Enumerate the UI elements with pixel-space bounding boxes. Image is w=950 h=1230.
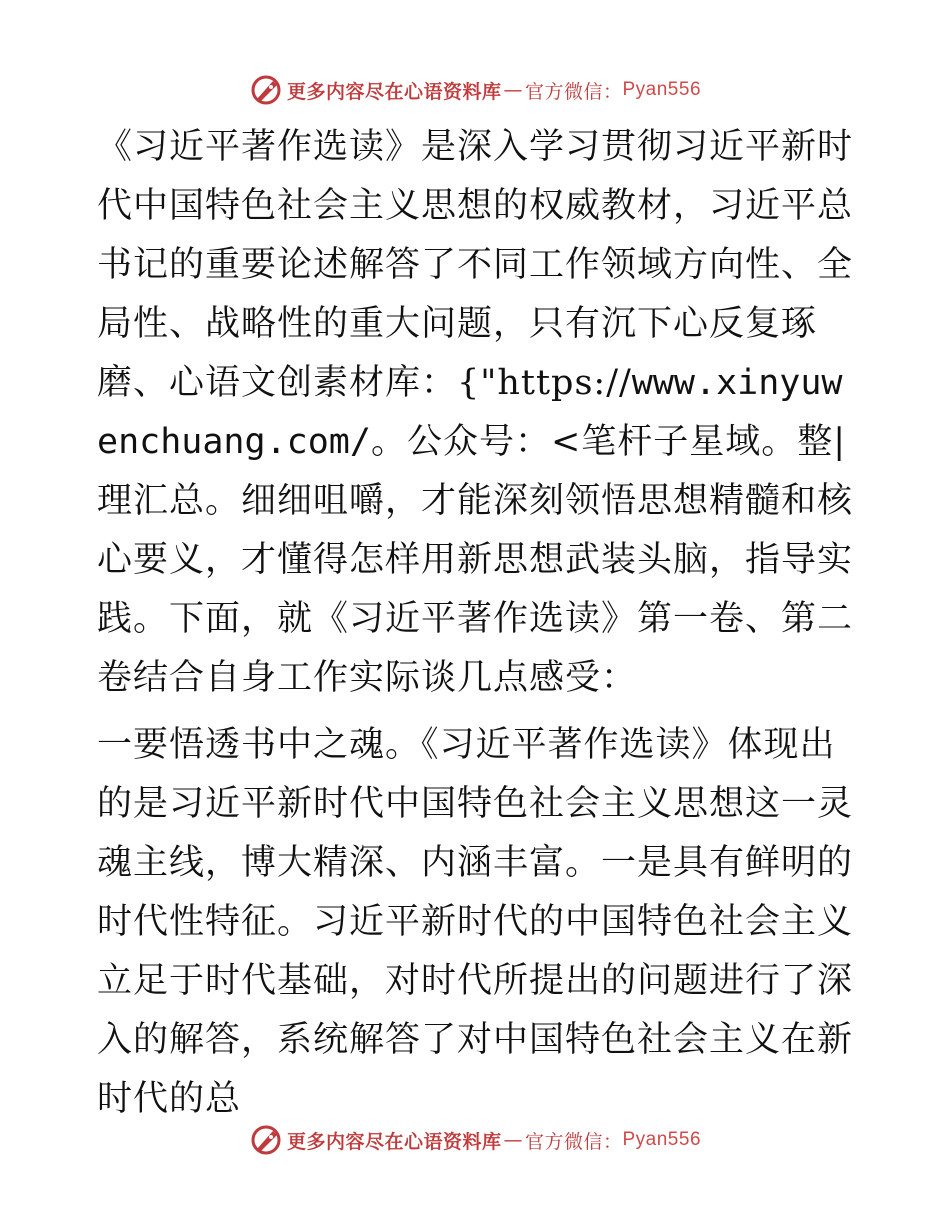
header-wechat-label: 官方微信： [524, 80, 623, 103]
header-title: 更多内容尽在心语资料库 [286, 80, 502, 103]
pen-logo-icon [249, 1123, 283, 1157]
paragraph-intro-part1: 《习近平著作选读》是深入学习贯彻习近平新时代中国特色社会主义思想的权威教材，习近平总书记的重要论述解答了不同工作领域方向性、全局性、战略性的重大问题，只有沉下心反复琢磨、心语文创素材库：{"https:// [97, 127, 854, 403]
footer-wechat-id: Pyan556 [622, 1129, 702, 1150]
source-url: www.xinyuwenchuang.com/ [97, 363, 843, 462]
header-wechat-id: Pyan556 [622, 79, 702, 100]
pen-logo-icon [249, 73, 283, 107]
paragraph-point-one: 一要悟透书中之魂。《习近平著作选读》体现出的是习近平新时代中国特色社会主义思想这一灵魂主线，博大精深、内涵丰富。一是具有鲜明的时代性特征。习近平新时代的中国特色社会主义立足于时代基础，对时代所提出的问题进行了深入的解答，系统解答了对中国特色社会主义在新时代的总 [97, 725, 854, 1119]
paragraph-intro-part2: 。公众号：<笔杆子星域。整|理汇总。细细咀嚼，才能深刻领悟思想精髓和核心要义，才懂得怎样用新思想武装头脑，指导实践。下面，就《习近平著作选读》第一卷、第二卷结合自身工作实际谈几点感受： [97, 422, 854, 698]
footer-title: 更多内容尽在心语资料库 [286, 1130, 502, 1153]
header-banner [0, 70, 950, 110]
paragraph-intro [97, 118, 857, 708]
footer-wechat-label: 官方微信： [524, 1130, 623, 1153]
footer-banner [0, 1120, 950, 1160]
header-dash: — [503, 79, 523, 101]
footer-dash: — [503, 1129, 523, 1151]
document-body [97, 118, 857, 1129]
